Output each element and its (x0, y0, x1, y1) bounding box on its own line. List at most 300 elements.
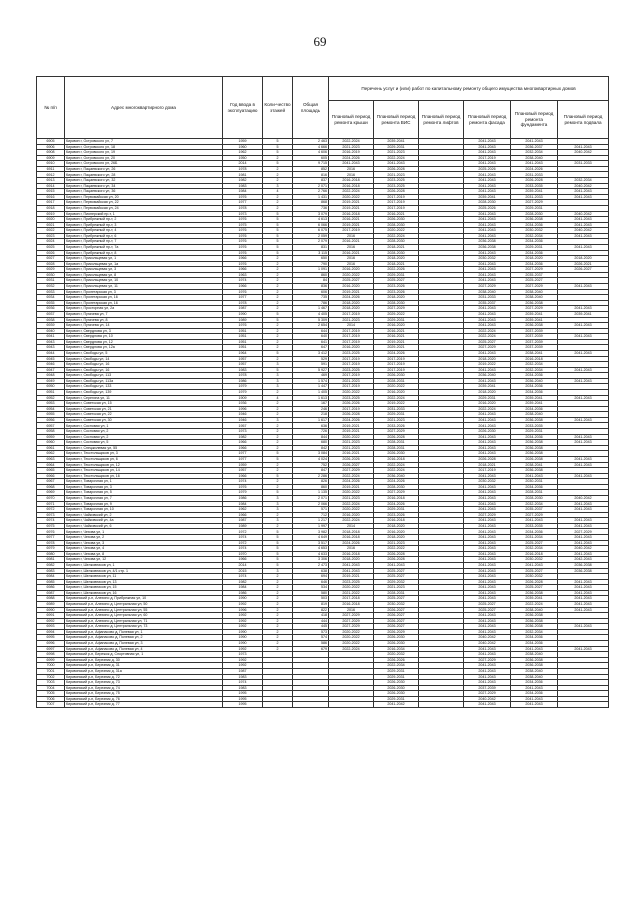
facade-period-cell: 2041-2043 (464, 501, 511, 507)
vis-period-cell: 2026-2030 (374, 685, 419, 691)
area-cell: 1 091 (293, 267, 329, 273)
floors-cell: 3 (263, 378, 293, 384)
year-cell: 1979 (223, 390, 263, 396)
floors-cell: 2 (263, 429, 293, 435)
year-cell: 1974 (223, 479, 263, 485)
foundation-period-cell: 2028-2031 (511, 490, 558, 496)
vis-period-cell: 2017-2019 (374, 200, 419, 206)
facade-period-cell: 2017-2019 (464, 155, 511, 161)
floors-cell: 4 (263, 395, 293, 401)
address-cell: Кирквин г, Свердлова ул, 10 (65, 334, 223, 340)
row-number: 6923 (37, 233, 65, 239)
roof-period-cell: 2026-2027 (329, 462, 374, 468)
area-cell: 638 (293, 568, 329, 574)
foundation-period-cell: 2031-2033 (511, 172, 558, 178)
vis-period-cell: 2029-2031 (374, 144, 419, 150)
row-number: 6927 (37, 256, 65, 262)
basement-period-cell: 2041-2043 (558, 378, 609, 384)
row-number: 6934 (37, 295, 65, 301)
facade-period-cell: 2041-2043 (464, 518, 511, 524)
address-cell: Кирквин г, Чайковский ул, 4а (65, 518, 223, 524)
facade-period-cell: 2035-2037 (464, 300, 511, 306)
address-cell: Кирквинский р-н, Афанасово д, Полевая ул, 3 (65, 641, 223, 647)
foundation-period-cell: 2039-2041 (511, 596, 558, 602)
floors-cell: 2 (263, 272, 293, 278)
basement-period-cell: 2041-2043 (558, 585, 609, 591)
vis-period-cell: 2029-2031 (374, 696, 419, 702)
address-cell: Кирквин г, Чехова ул, 4 (65, 546, 223, 552)
roof-period-cell: 2023-2025 (329, 350, 374, 356)
row-number: 6908 (37, 150, 65, 156)
vis-period-cell: 2029-2031 (374, 507, 419, 513)
row-number: 6981 (37, 557, 65, 563)
row-number: 6941 (37, 334, 65, 340)
roof-period-cell: 2019-2021 (329, 484, 374, 490)
foundation-period-cell: 2034-2036 (511, 484, 558, 490)
address-cell: Кирквин г, Первомайская ул, 22 (65, 200, 223, 206)
header-vis-period: Плановый период ремонта ВИС (374, 101, 419, 139)
roof-period-cell: 2019-2021 (329, 222, 374, 228)
area-cell: 679 (293, 646, 329, 652)
basement-period-cell (558, 702, 609, 708)
foundation-period-cell: 2041-2043 (511, 518, 558, 524)
address-cell: Кирквин г, Свободы ул, 133 (65, 384, 223, 390)
floors-cell: 5 (263, 139, 293, 145)
foundation-period-cell: 2025-2027 (511, 585, 558, 591)
year-cell: 1966 (223, 284, 263, 290)
foundation-period-cell: 2035-2037 (511, 272, 558, 278)
facade-period-cell: 2041-2043 (464, 557, 511, 563)
foundation-period-cell: 2038-2040 (511, 155, 558, 161)
facade-period-cell: 2041-2043 (464, 579, 511, 585)
area-cell: 640 (293, 334, 329, 340)
area-cell: 644 (293, 328, 329, 334)
address-cell: Кирквин г, Островского ул, 7 (65, 139, 223, 145)
year-cell: 1978 (223, 300, 263, 306)
vis-period-cell: 2021-2023 (374, 150, 419, 156)
vis-period-cell: 2025-2027 (374, 568, 419, 574)
roof-period-cell: 2021-2023 (329, 144, 374, 150)
vis-period-cell: 2023-2026 (374, 284, 419, 290)
year-cell: 1979 (223, 384, 263, 390)
facade-period-cell: 2041-2043 (464, 473, 511, 479)
roof-period-cell: 2016-2021 (329, 250, 374, 256)
floors-cell: 2 (263, 423, 293, 429)
row-number: 6977 (37, 535, 65, 541)
facade-period-cell: 2041-2043 (464, 367, 511, 373)
roof-period-cell: 2016-2019 (329, 150, 374, 156)
vis-period-cell: 2021-2023 (374, 585, 419, 591)
year-cell: 1976 (223, 239, 263, 245)
basement-period-cell: 2041-2043 (558, 540, 609, 546)
facade-period-cell: 2041-2043 (464, 317, 511, 323)
row-number: 6974 (37, 518, 65, 524)
facade-period-cell: 2041-2043 (464, 272, 511, 278)
roof-period-cell: 2022-2024 (329, 473, 374, 479)
area-cell: 2 071 (293, 496, 329, 502)
floors-cell: 5 (263, 239, 293, 245)
address-cell: Кирквинский р-н, Алехино д, Центральная ул, 60 (65, 613, 223, 619)
roof-period-cell: 2016-2020 (329, 284, 374, 290)
floors-cell: 5 (263, 233, 293, 239)
row-number: 6918 (37, 205, 65, 211)
facade-period-cell: 2041-2043 (464, 150, 511, 156)
floors-cell: 2 (263, 434, 293, 440)
row-number: 6945 (37, 356, 65, 362)
address-cell: Кирквин г, Пролетарская ул, 16 (65, 300, 223, 306)
facade-period-cell: 2041-2043 (464, 211, 511, 217)
vis-period-cell: 2026-2026 (374, 657, 419, 663)
floors-cell: 2 (263, 267, 293, 273)
address-cell: Кирквинский р-н, Бережок д, Спортивная ул, 1 (65, 652, 223, 658)
row-number: 6955 (37, 412, 65, 418)
basement-period-cell: 2041-2043 (558, 434, 609, 440)
row-number: 6931 (37, 278, 65, 284)
year-cell: 1987 (223, 306, 263, 312)
vis-period-cell: 2029-2031 (374, 412, 419, 418)
basement-period-cell: 2041-2043 (558, 462, 609, 468)
year-cell: 1973 (223, 429, 263, 435)
roof-period-cell (329, 702, 374, 708)
facade-period-cell: 2041-2043 (464, 451, 511, 457)
foundation-period-cell: 2036-2038 (511, 445, 558, 451)
facade-period-cell: 2018-2020 (464, 390, 511, 396)
area-cell: 5 927 (293, 367, 329, 373)
vis-period-cell: 2016-2020 (374, 390, 419, 396)
floors-cell: 2 (263, 412, 293, 418)
vis-period-cell: 2021-2023 (374, 540, 419, 546)
floors-cell: 5 (263, 211, 293, 217)
year-cell: 1977 (223, 200, 263, 206)
floors-cell: 2 (263, 178, 293, 184)
vis-period-cell: 2026-2028 (374, 189, 419, 195)
roof-period-cell: 2023-2025 (329, 367, 374, 373)
roof-period-cell: 2016-2021 (329, 239, 374, 245)
facade-period-cell: 2018-2020 (464, 356, 511, 362)
row-number: 7007 (37, 702, 65, 708)
facade-period-cell: 2040-2042 (464, 635, 511, 641)
vis-period-cell: 2027-2029 (374, 306, 419, 312)
roof-period-cell: 2016-2020 (329, 267, 374, 273)
vis-period-cell: 2017-2019 (374, 356, 419, 362)
facade-period-cell: 2041-2043 (464, 278, 511, 284)
vis-period-cell: 2028-2030 (374, 300, 419, 306)
roof-period-cell: 2017-2019 (329, 328, 374, 334)
foundation-period-cell: 2032-2034 (511, 629, 558, 635)
facade-period-cell: 2040-2042 (464, 696, 511, 702)
floors-cell: 5 (263, 535, 293, 541)
facade-period-cell: 2026-2030 (464, 429, 511, 435)
row-number: 6940 (37, 328, 65, 334)
vis-period-cell: 2016-2018 (374, 518, 419, 524)
address-cell: Кирквин г, Шелковников ул, 16 (65, 590, 223, 596)
year-cell: 1996 (223, 406, 263, 412)
area-cell: 641 (293, 339, 329, 345)
address-cell: Кирквинский р-н, Алехино д, Центральная ул, 71 (65, 618, 223, 624)
year-cell: 1966 (223, 440, 263, 446)
address-cell: Кирквинский р-н, Афанасово д, Полевая ул, 4 (65, 646, 223, 652)
area-cell: 752 (293, 462, 329, 468)
row-number: 6966 (37, 473, 65, 479)
address-cell: Кирквинский р-н, Березник д, 30 (65, 657, 223, 663)
year-cell: 1976 (223, 484, 263, 490)
roof-period-cell: 2021-2023 (329, 317, 374, 323)
facade-period-cell: 2041-2043 (464, 172, 511, 178)
vis-period-cell: 2024-2026 (374, 479, 419, 485)
facade-period-cell: 2022-2024 (464, 406, 511, 412)
foundation-period-cell: 2036-2038 (511, 618, 558, 624)
roof-period-cell: 2020-2022 (329, 641, 374, 647)
year-cell: 1992 (223, 624, 263, 630)
basement-period-cell: 2039-2041 (558, 311, 609, 317)
vis-period-cell: 2026-2030 (374, 217, 419, 223)
address-cell: Кирквин г, Прибрежный пр-т, 8 (65, 250, 223, 256)
foundation-period-cell: 2026-2028 (511, 579, 558, 585)
vis-period-cell: 2019-2022 (374, 401, 419, 407)
roof-period-cell: 2016-2020 (329, 512, 374, 518)
facade-period-cell: 2036-2038 (464, 244, 511, 250)
facade-period-cell: 2041-2043 (464, 646, 511, 652)
address-cell: Кирквин г, Прикольцевая ул, 1 (65, 256, 223, 262)
floors-cell: 2 (263, 323, 293, 329)
year-cell: 1992 (223, 613, 263, 619)
row-number: 6952 (37, 395, 65, 401)
floors-cell: 5 (263, 350, 293, 356)
floors-cell: 5 (263, 557, 293, 563)
year-cell: 2014 (223, 562, 263, 568)
address-cell: Кирквин г, Свободы ул, 113 (65, 373, 223, 379)
address-cell: Кирквин г, Первомайская ул, 20 (65, 194, 223, 200)
row-number: 6914 (37, 183, 65, 189)
vis-period-cell: 2018-2020 (374, 523, 419, 529)
foundation-period-cell: 2036-2038 (511, 217, 558, 223)
row-number: 7006 (37, 696, 65, 702)
roof-period-cell: 2022-2024 (329, 501, 374, 507)
floors-cell: 2 (263, 200, 293, 206)
address-cell: Кирквин г, Прибрежный пр-т, 6 (65, 233, 223, 239)
roof-period-cell: 2019-2021 (329, 574, 374, 580)
facade-period-cell: 2041-2043 (464, 250, 511, 256)
area-cell: 586 (293, 641, 329, 647)
facade-period-cell: 2041-2043 (464, 546, 511, 552)
address-cell: Кирквин г, Товарочная ул, 9 (65, 501, 223, 507)
row-number: 6948 (37, 373, 65, 379)
basement-period-cell: 2041-2043 (558, 306, 609, 312)
header-elevator-period: Плановый период ремонта лифтов (419, 101, 464, 139)
address-cell: Кирквин г, Чехова ул, 12 (65, 557, 223, 563)
facade-period-cell: 2041-2043 (464, 702, 511, 708)
row-number: 6947 (37, 367, 65, 373)
foundation-period-cell: 2039-2041 (511, 311, 558, 317)
roof-period-cell: 2019-2021 (329, 423, 374, 429)
year-cell: 1974 (223, 680, 263, 686)
facade-period-cell: 2041-2043 (464, 507, 511, 513)
row-number: 6958 (37, 429, 65, 435)
area-cell: 246 (293, 406, 329, 412)
facade-period-cell: 2041-2043 (464, 183, 511, 189)
floors-cell: 2 (263, 484, 293, 490)
floors-cell: 3 (263, 568, 293, 574)
floors-cell: 2 (263, 590, 293, 596)
floors-cell: 3 (263, 183, 293, 189)
vis-period-cell: 2018-2021 (374, 244, 419, 250)
floors-cell: 5 (263, 311, 293, 317)
year-cell: 1946 (223, 412, 263, 418)
row-number: 6932 (37, 284, 65, 290)
facade-period-cell: 2041-2043 (464, 161, 511, 167)
address-cell: Кирквин г, Пацаевского ул, 32 (65, 178, 223, 184)
row-number: 6930 (37, 272, 65, 278)
year-cell: 1976 (223, 217, 263, 223)
roof-period-cell: 2016 (329, 166, 374, 172)
basement-period-cell: 2026-2027 (558, 267, 609, 273)
floors-cell: 2 (263, 278, 293, 284)
row-number: 6980 (37, 551, 65, 557)
roof-period-cell: 2016-2018 (329, 601, 374, 607)
address-cell: Кирквинский р-н, Алехино д, Центральная ул, 55 (65, 607, 223, 613)
floors-cell: 3 (263, 507, 293, 513)
row-number: 6964 (37, 462, 65, 468)
foundation-period-cell: 2038-2040 (511, 412, 558, 418)
area-cell: 3 079 (293, 211, 329, 217)
basement-period-cell: 2041-2043 (558, 551, 609, 557)
row-number: 6995 (37, 635, 65, 641)
facade-period-cell: 2041-2043 (464, 378, 511, 384)
row-number: 6970 (37, 496, 65, 502)
foundation-period-cell: 2032-2034 (511, 501, 558, 507)
year-cell: 1995 (223, 696, 263, 702)
address-cell: Кирквин г, Прибрежный пр-т, 3 (65, 222, 223, 228)
year-cell: 1973 (223, 211, 263, 217)
area-cell: 2 463 (293, 139, 329, 145)
roof-period-cell: 2016 (329, 233, 374, 239)
address-cell: Кирквин г, Шелковников ул, 15 (65, 585, 223, 591)
year-cell: 1977 (223, 456, 263, 462)
vis-period-cell: 2028-2031 (374, 445, 419, 451)
year-cell: 1983 (223, 674, 263, 680)
address-cell: Кирквин г, Прикольцевая ул, 8 (65, 272, 223, 278)
area-cell: 786 (293, 300, 329, 306)
row-number: 6917 (37, 200, 65, 206)
foundation-period-cell: 2036-2038 (511, 417, 558, 423)
roof-period-cell: 2020-2022 (329, 434, 374, 440)
year-cell: 1990 (223, 641, 263, 647)
row-number: 6954 (37, 406, 65, 412)
vis-period-cell: 2029-2031 (374, 317, 419, 323)
address-cell: Кирквин г, Сосновая ул, 5 (65, 440, 223, 446)
basement-period-cell: 2041-2043 (558, 501, 609, 507)
year-cell: 1962 (223, 507, 263, 513)
facade-period-cell: 2041-2043 (464, 217, 511, 223)
vis-period-cell: 2041-2043 (374, 562, 419, 568)
roof-period-cell: 2016 (329, 256, 374, 262)
basement-period-cell: 2041-2043 (558, 194, 609, 200)
address-cell: Кирквин г, Островского ул, 20 (65, 155, 223, 161)
year-cell: 1976 (223, 250, 263, 256)
row-number: 7004 (37, 685, 65, 691)
floors-cell: 4 (263, 189, 293, 195)
area-cell: 444 (293, 618, 329, 624)
vis-period-cell: 2028-2031 (374, 590, 419, 596)
year-cell: 1957 (223, 423, 263, 429)
year-cell: 1975 (223, 222, 263, 228)
year-cell: 2015 (223, 568, 263, 574)
address-cell: Кирквин г, Первомайская ул, 24 (65, 205, 223, 211)
address-cell: Кирквин г, Советская ул, 21 (65, 406, 223, 412)
area-cell: 1 135 (293, 490, 329, 496)
facade-period-cell: 2025-2027 (464, 601, 511, 607)
vis-period-cell: 2022-2024 (374, 462, 419, 468)
roof-period-cell: 2016-2018 (329, 183, 374, 189)
facade-period-cell: 2041-2043 (464, 663, 511, 669)
year-cell: 1962 (223, 150, 263, 156)
area-cell: 573 (293, 629, 329, 635)
basement-period-cell: 2040-2042 (558, 546, 609, 552)
area-cell: 842 (293, 445, 329, 451)
year-cell: 1990 (223, 596, 263, 602)
roof-period-cell: 2021-2023 (329, 378, 374, 384)
facade-period-cell: 2027-2029 (464, 345, 511, 351)
address-cell: Кирквин г, Чехова ул, 3 (65, 540, 223, 546)
floors-cell (263, 702, 293, 708)
vis-period-cell: 2029-2021 (374, 345, 419, 351)
row-number: 6939 (37, 323, 65, 329)
facade-period-cell: 2041-2043 (464, 484, 511, 490)
area-cell: 418 (293, 613, 329, 619)
roof-period-cell: 2021-2023 (329, 496, 374, 502)
roof-period-cell: 2022-2024 (329, 518, 374, 524)
vis-period-cell: 2023-2025 (374, 183, 419, 189)
vis-period-cell: 2016-2020 (374, 529, 419, 535)
vis-period-cell: 2028-2030 (374, 484, 419, 490)
year-cell: 1966 (223, 256, 263, 262)
vis-period-cell: 2026-2027 (374, 607, 419, 613)
facade-period-cell: 2041-2043 (464, 228, 511, 234)
facade-period-cell: 2041-2043 (464, 267, 511, 273)
facade-period-cell: 2027-2029 (464, 691, 511, 697)
basement-period-cell: 2041-2043 (558, 590, 609, 596)
row-number: 7003 (37, 680, 65, 686)
area-cell: 605 (293, 155, 329, 161)
roof-period-cell: 2017-2019 (329, 228, 374, 234)
elevator-period-cell (419, 702, 464, 708)
year-cell: 1966 (223, 445, 263, 451)
year-cell: 1977 (223, 451, 263, 457)
foundation-period-cell: 2041-2043 (511, 562, 558, 568)
facade-period-cell: 2039-2041 (464, 194, 511, 200)
facade-period-cell: 2041-2043 (464, 540, 511, 546)
roof-period-cell: 2017-2019 (329, 362, 374, 368)
vis-period-cell: 2026-2028 (374, 166, 419, 172)
foundation-period-cell: 2029-2031 (511, 205, 558, 211)
vis-period-cell: 2016-2021 (374, 334, 419, 340)
year-cell: 1959 (223, 139, 263, 145)
address-cell: Кирквин г, Свободы ул, 16 (65, 362, 223, 368)
floors-cell: 2 (263, 629, 293, 635)
foundation-period-cell: 2032-2034 (511, 362, 558, 368)
area-cell: 4 649 (293, 535, 329, 541)
row-number: 6943 (37, 339, 65, 345)
vis-period-cell: 2031-2033 (374, 406, 419, 412)
header-number: № п/п (37, 77, 65, 139)
foundation-period-cell: 2037-2039 (511, 345, 558, 351)
facade-period-cell: 2036-2040 (464, 373, 511, 379)
row-number: 6910 (37, 161, 65, 167)
vis-period-cell: 2026-2030 (374, 680, 419, 686)
area-cell: 790 (293, 261, 329, 267)
facade-period-cell: 2041-2043 (464, 445, 511, 451)
vis-period-cell: 2039-2041 (374, 139, 419, 145)
